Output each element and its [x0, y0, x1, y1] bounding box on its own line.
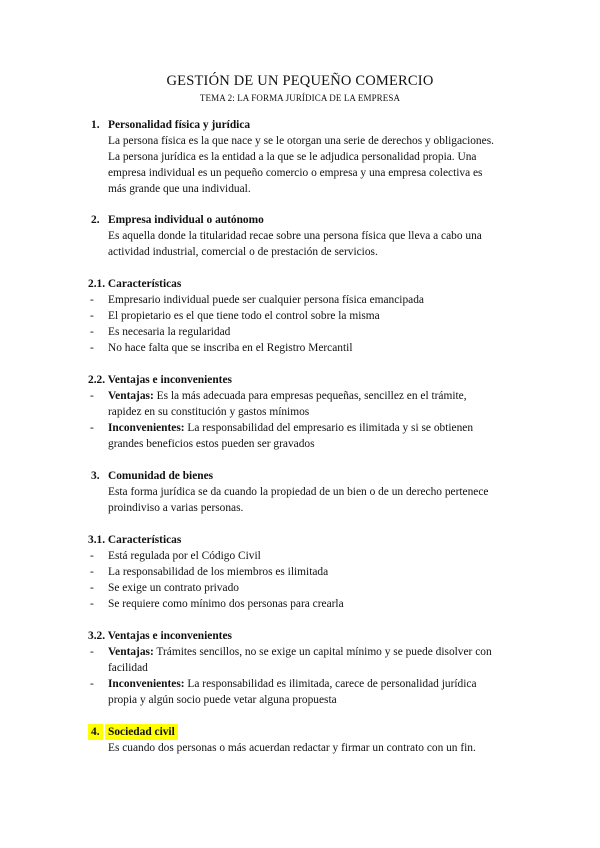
- section-4-number: 4.: [88, 724, 103, 740]
- section-3-number: 3.: [91, 470, 100, 482]
- section-1-line: empresa individual es un pequeño comercio o empresa y una empresa colectiva es: [108, 167, 483, 179]
- list-dash: -: [90, 422, 94, 434]
- list-item: No hace falta que se inscriba en el Registro Mercantil: [108, 342, 353, 354]
- ventajas-text-cont: facilidad: [108, 662, 148, 674]
- list-item: Es necesaria la regularidad: [108, 326, 231, 338]
- ventajas-text: Es la más adecuada para empresas pequeñas, sencillez en el trámite,: [153, 390, 467, 402]
- ventajas-item: [108, 644, 492, 660]
- section-3-line: Esta forma jurídica se da cuando la propiedad de un bien o de un derecho pertenece: [108, 486, 489, 498]
- section-4-line: Es cuando dos personas o más acuerdan redactar y firmar un contrato con un fin.: [108, 742, 476, 754]
- section-4-heading: Sociedad civil: [105, 724, 178, 740]
- ventajas-label: Ventajas:: [108, 646, 154, 658]
- section-2-line: actividad industrial, comercial o de prestación de servicios.: [108, 246, 378, 258]
- list-dash: -: [90, 566, 94, 578]
- list-dash: -: [90, 550, 94, 562]
- list-dash: -: [90, 342, 94, 354]
- list-item: La responsabilidad de los miembros es ilimitada: [108, 566, 329, 578]
- ventajas-item: [108, 388, 467, 404]
- list-dash: -: [90, 678, 94, 690]
- section-1-heading: Personalidad física y jurídica: [108, 119, 251, 131]
- list-dash: -: [90, 582, 94, 594]
- section-2-line: Es aquella donde la titularidad recae sobre una persona física que lleva a cabo una: [108, 230, 482, 242]
- inconvenientes-label: Inconvenientes:: [108, 678, 185, 690]
- section-2-1-heading: 2.1. Características: [88, 278, 182, 290]
- list-item: Se requiere como mínimo dos personas para crearla: [108, 598, 344, 610]
- list-dash: -: [90, 326, 94, 338]
- section-2-number: 2.: [91, 214, 100, 226]
- list-dash: -: [90, 646, 94, 658]
- section-1-line: más grande que una individual.: [108, 183, 251, 195]
- section-3-2-heading: 3.2. Ventajas e inconvenientes: [88, 630, 232, 642]
- inconvenientes-item: [108, 420, 473, 436]
- section-1-number: 1.: [91, 119, 100, 131]
- ventajas-label: Ventajas:: [108, 390, 154, 402]
- inconvenientes-label: Inconvenientes:: [108, 422, 185, 434]
- inconvenientes-text: La responsabilidad es ilimitada, carece de personalidad jurídica: [184, 678, 477, 690]
- section-2-heading: Empresa individual o autónomo: [108, 214, 264, 226]
- list-item: Se exige un contrato privado: [108, 582, 239, 594]
- section-3-1-heading: 3.1. Características: [88, 534, 182, 546]
- ventajas-text-cont: rapidez en su constitución y gastos mínimos: [108, 406, 310, 418]
- list-dash: -: [90, 390, 94, 402]
- section-3-heading: Comunidad de bienes: [108, 470, 214, 482]
- inconvenientes-text: La responsabilidad del empresario es ilimitada y si se obtienen: [184, 422, 474, 434]
- section-3-line: proindiviso a varias personas.: [108, 502, 244, 514]
- section-1-line: La persona jurídica es la entidad a la que se le adjudica personalidad propia. Una: [108, 151, 477, 163]
- inconvenientes-text-cont: grandes beneficios estos pueden ser gravados: [108, 438, 315, 450]
- ventajas-text: Trámites sencillos, no se exige un capital mínimo y se puede disolver con: [153, 646, 492, 658]
- document-subtitle: TEMA 2: LA FORMA JURÍDICA DE LA EMPRESA: [199, 93, 401, 103]
- section-2-2-heading: 2.2. Ventajas e inconvenientes: [88, 374, 232, 386]
- section-1-line: La persona física es la que nace y se le otorgan una serie de derechos y obligaciones.: [108, 135, 494, 147]
- list-dash: -: [90, 598, 94, 610]
- list-dash: -: [90, 294, 94, 306]
- inconvenientes-text-cont: propia y algún socio puede vetar alguna propuesta: [108, 694, 337, 706]
- list-item: El propietario es el que tiene todo el control sobre la misma: [108, 310, 380, 322]
- list-item: Está regulada por el Código Civil: [108, 550, 261, 562]
- document-title: GESTIÓN DE UN PEQUEÑO COMERCIO: [166, 73, 434, 89]
- list-item: Empresario individual puede ser cualquier persona física emancipada: [108, 294, 424, 306]
- inconvenientes-item: [108, 676, 477, 692]
- list-dash: -: [90, 310, 94, 322]
